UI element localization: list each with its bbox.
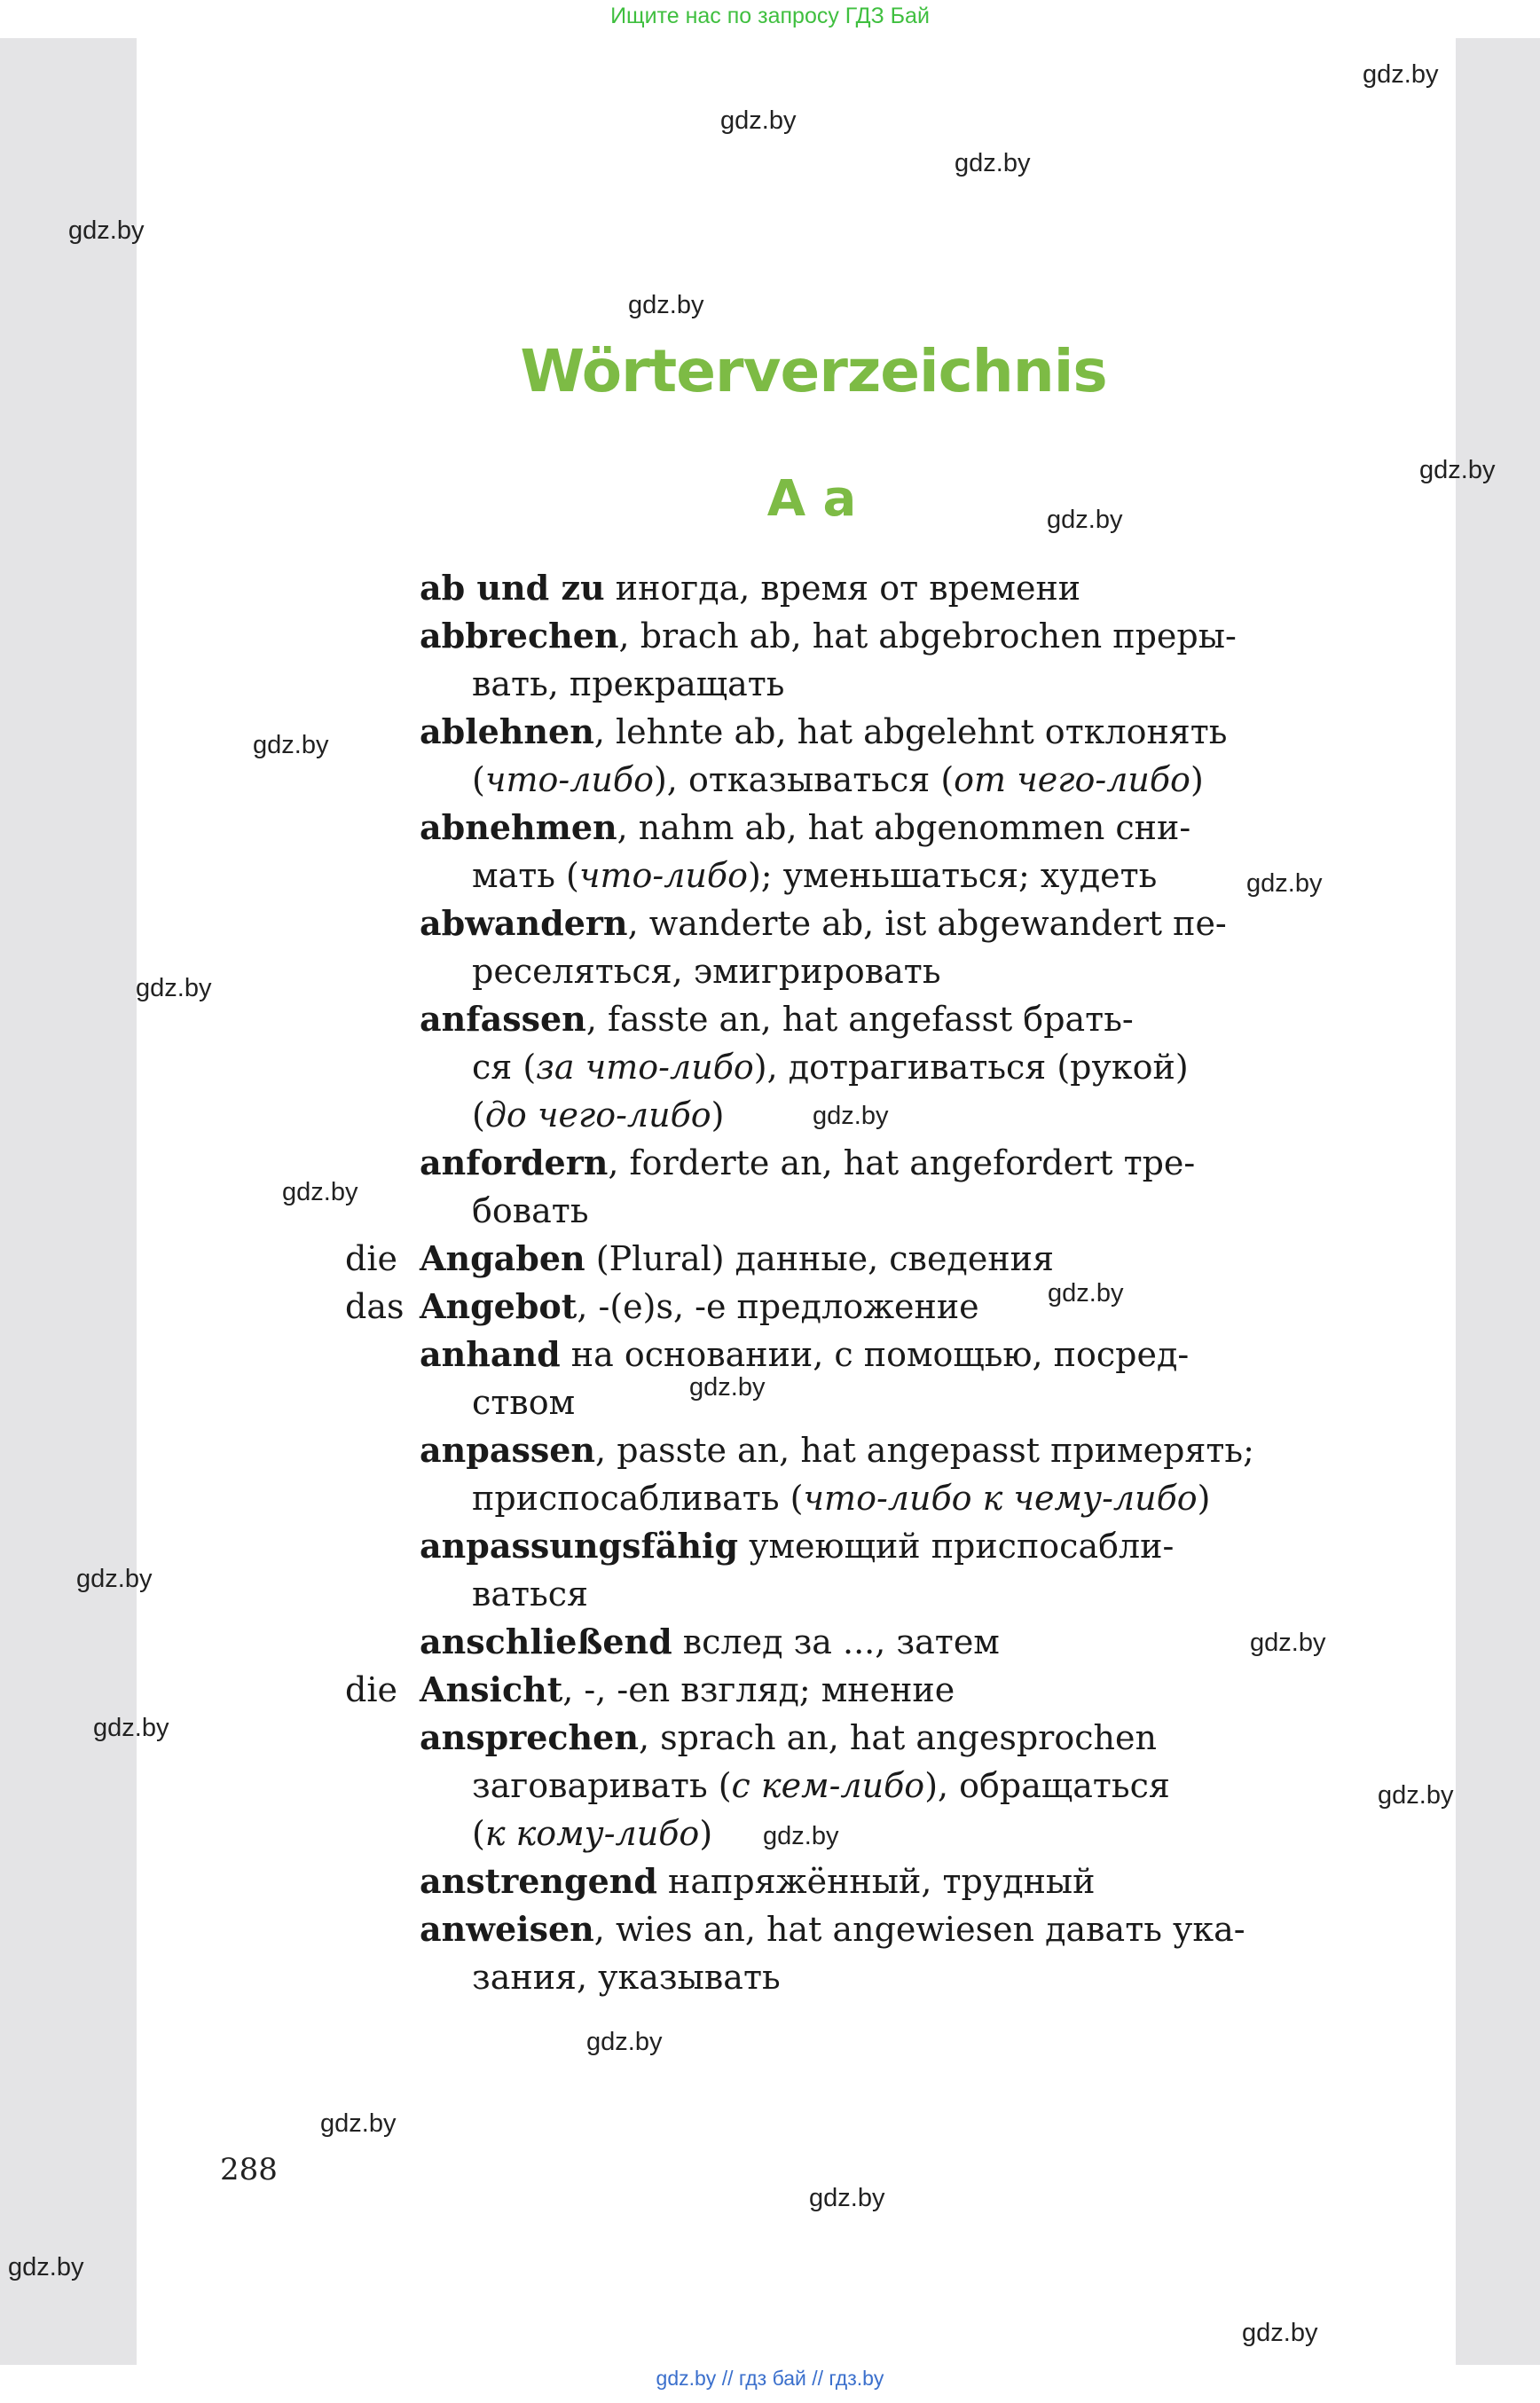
entry-continuation: зания, указывать bbox=[472, 1958, 781, 1997]
dictionary-entry bbox=[337, 1235, 1286, 1283]
dictionary-entry bbox=[337, 804, 1286, 899]
text-part: ), обращаться bbox=[924, 1766, 1170, 1805]
page-number: 288 bbox=[220, 2152, 278, 2187]
dictionary-entry bbox=[337, 1905, 1286, 2001]
entry-translation: , sprach an, hat angesprochen bbox=[638, 1718, 1157, 1757]
text-part: ( bbox=[472, 760, 485, 799]
dictionary-entry bbox=[337, 1139, 1286, 1235]
watermark: gdz.by bbox=[320, 2109, 397, 2138]
italic-text: что-либо к чему-либо bbox=[803, 1479, 1198, 1518]
entry-continuation: реселяться, эмигрировать bbox=[472, 952, 941, 991]
headword: anhand bbox=[420, 1334, 561, 1374]
text-part: ), дотрагиваться (рукой) bbox=[753, 1048, 1189, 1087]
watermark: gdz.by bbox=[1250, 1629, 1326, 1657]
entry-translation: (Plural) данные, сведения bbox=[585, 1239, 1054, 1278]
text-part: ) bbox=[711, 1095, 725, 1135]
watermark: gdz.by bbox=[1363, 60, 1439, 89]
section-letter: A a bbox=[766, 470, 857, 528]
entry-continuation bbox=[420, 852, 1286, 899]
watermark: gdz.by bbox=[586, 2028, 663, 2056]
watermark: gdz.by bbox=[1047, 506, 1123, 534]
entry-continuation: бовать bbox=[472, 1191, 589, 1230]
italic-text: от чего-либо bbox=[954, 760, 1190, 799]
text-part: ) bbox=[1197, 1479, 1211, 1518]
headword: anweisen bbox=[420, 1909, 594, 1949]
watermark: gdz.by bbox=[720, 106, 797, 135]
italic-text: к кому-либо bbox=[484, 1814, 700, 1853]
watermark: gdz.by bbox=[813, 1102, 889, 1130]
watermark: gdz.by bbox=[282, 1178, 358, 1206]
watermark: gdz.by bbox=[1048, 1279, 1124, 1308]
text-part: ), отказываться ( bbox=[653, 760, 955, 799]
italic-text: что-либо bbox=[484, 760, 654, 799]
left-side-band bbox=[0, 38, 137, 2365]
entry-translation: , -(e)s, -e предложение bbox=[577, 1287, 979, 1326]
headword: anfordern bbox=[420, 1143, 609, 1182]
watermark: gdz.by bbox=[809, 2184, 885, 2212]
headword: abnehmen bbox=[420, 807, 617, 847]
dictionary-entry bbox=[337, 1714, 1286, 1857]
text-part: ) bbox=[699, 1814, 713, 1853]
article: das bbox=[345, 1287, 405, 1326]
entry-translation: , wies an, hat angewiesen давать ука- bbox=[593, 1910, 1245, 1949]
headword: anpassen bbox=[420, 1430, 596, 1470]
entry-translation: , forderte an, hat angefordert тре- bbox=[608, 1143, 1196, 1182]
text-part: заговаривать ( bbox=[472, 1766, 732, 1805]
headword: ablehnen bbox=[420, 711, 594, 751]
headword: anpassungsfähig bbox=[420, 1526, 739, 1566]
text-part: ); уменьшаться; худеть bbox=[747, 856, 1158, 895]
entry-translation: на основании, с помощью, посред- bbox=[560, 1335, 1190, 1374]
italic-text: за что-либо bbox=[536, 1048, 754, 1087]
headword: abbrechen bbox=[420, 616, 619, 656]
dictionary-entry bbox=[337, 564, 1286, 612]
dictionary-entries bbox=[337, 564, 1286, 2001]
watermark: gdz.by bbox=[76, 1565, 153, 1593]
article: die bbox=[345, 1239, 397, 1278]
watermark: gdz.by bbox=[8, 2253, 84, 2281]
dictionary-entry bbox=[337, 995, 1286, 1139]
entry-translation: вслед за ..., затем bbox=[672, 1622, 1000, 1661]
watermark: gdz.by bbox=[1246, 869, 1323, 898]
headword: Angebot bbox=[420, 1286, 578, 1326]
top-banner[interactable]: Ищите нас по запросу ГДЗ Бай bbox=[610, 4, 930, 28]
italic-text: что-либо bbox=[578, 856, 748, 895]
headword: abwandern bbox=[420, 903, 628, 943]
entry-continuation bbox=[420, 1091, 1286, 1139]
dictionary-entry bbox=[337, 1283, 1286, 1331]
headword: anschließend bbox=[420, 1622, 672, 1661]
watermark: gdz.by bbox=[628, 291, 704, 319]
watermark: gdz.by bbox=[955, 149, 1031, 177]
watermark: gdz.by bbox=[689, 1373, 766, 1402]
dictionary-entry bbox=[337, 612, 1286, 708]
dictionary-entry bbox=[337, 1618, 1286, 1666]
bottom-banner[interactable]: gdz.by // гдз бай // гдз.by bbox=[656, 2367, 884, 2390]
watermark: gdz.by bbox=[93, 1714, 169, 1742]
watermark: gdz.by bbox=[1419, 456, 1496, 484]
text-part: приспосабливать ( bbox=[472, 1479, 804, 1518]
dictionary-entry bbox=[337, 899, 1286, 995]
text-part: ся ( bbox=[472, 1048, 537, 1087]
entry-translation: , wanderte ab, ist abgewandert пе- bbox=[627, 904, 1227, 943]
text-part: мать ( bbox=[472, 856, 579, 895]
headword: anstrengend bbox=[420, 1861, 657, 1901]
watermark: gdz.by bbox=[253, 731, 329, 759]
entry-continuation: ваться bbox=[472, 1575, 589, 1614]
headword: Angaben bbox=[420, 1238, 585, 1278]
text-part: ) bbox=[1190, 760, 1204, 799]
text-part: ( bbox=[472, 1814, 485, 1853]
article: die bbox=[345, 1670, 397, 1709]
italic-text: до чего-либо bbox=[484, 1095, 711, 1135]
entry-translation: , nahm ab, hat abgenommen сни- bbox=[617, 808, 1191, 847]
entry-translation: , lehnte ab, hat abgelehnt отклонять bbox=[593, 712, 1228, 751]
right-side-band bbox=[1456, 38, 1540, 2365]
headword: anfassen bbox=[420, 999, 586, 1039]
dictionary-entry bbox=[337, 1331, 1286, 1426]
watermark: gdz.by bbox=[136, 974, 212, 1002]
text-part: ( bbox=[472, 1095, 485, 1135]
entry-continuation bbox=[420, 1043, 1286, 1091]
headword: Ansicht bbox=[420, 1669, 563, 1709]
dictionary-entry bbox=[337, 1857, 1286, 1905]
italic-text: с кем-либо bbox=[731, 1766, 925, 1805]
headword: ab und zu bbox=[420, 568, 605, 608]
entry-continuation bbox=[420, 1762, 1286, 1810]
entry-continuation bbox=[420, 1810, 1286, 1857]
watermark: gdz.by bbox=[763, 1822, 839, 1850]
entry-translation: умеющий приспосабли- bbox=[738, 1527, 1175, 1566]
entry-continuation: ством bbox=[472, 1383, 576, 1422]
entry-translation: , passte an, hat angepasst примерять; bbox=[595, 1431, 1254, 1470]
entry-translation: напряжённый, трудный bbox=[656, 1862, 1096, 1901]
watermark: gdz.by bbox=[68, 216, 145, 245]
entry-translation: , brach ab, hat abgebrochen преры- bbox=[618, 616, 1237, 656]
watermark: gdz.by bbox=[1378, 1781, 1454, 1810]
dictionary-entry bbox=[337, 1426, 1286, 1522]
dictionary-entry bbox=[337, 1522, 1286, 1618]
watermark: gdz.by bbox=[1242, 2319, 1318, 2347]
entry-translation: , -, -en взгляд; мнение bbox=[562, 1670, 955, 1709]
headword: ansprechen bbox=[420, 1717, 639, 1757]
entry-continuation: вать, прекращать bbox=[472, 664, 785, 703]
page-title: Wörterverzeichnis bbox=[520, 337, 1107, 405]
entry-translation: , fasste an, hat angefasst брать- bbox=[585, 1000, 1134, 1039]
dictionary-entry bbox=[337, 1666, 1286, 1714]
entry-continuation bbox=[420, 1474, 1286, 1522]
entry-continuation bbox=[420, 756, 1286, 804]
entry-translation: иногда, время от времени bbox=[604, 569, 1081, 608]
dictionary-entry bbox=[337, 708, 1286, 804]
